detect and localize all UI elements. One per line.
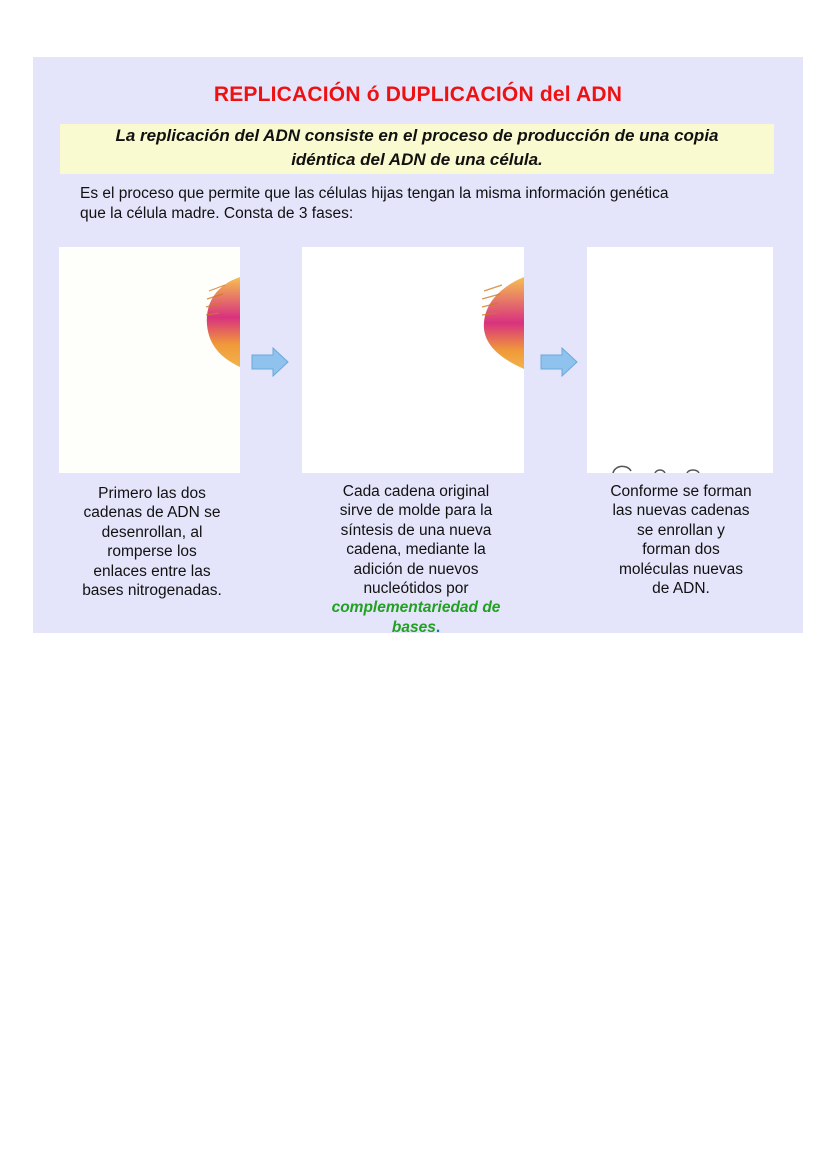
caption-period: .	[435, 618, 441, 636]
phase-1-illustration	[59, 247, 240, 473]
emphasis-text: bases	[391, 618, 436, 636]
caption-line: sirve de molde para la	[339, 502, 493, 520]
caption-line: adición de nuevos	[353, 560, 479, 578]
caption-line: bases nitrogenadas.	[82, 582, 222, 600]
caption-line: forman dos	[642, 541, 720, 559]
arrow-right-icon	[540, 347, 578, 377]
caption-line: nucleótidos por	[363, 580, 469, 598]
caption-line: cadenas de ADN se	[83, 504, 221, 522]
slide	[33, 57, 803, 636]
emphasis-text: complementariedad de	[331, 599, 501, 617]
definition-box	[60, 124, 774, 174]
phase-2-caption	[291, 482, 541, 637]
definition-line-1: La replicación del ADN consiste en el proceso de producción de una copia	[115, 126, 719, 145]
caption-line: síntesis de una nueva	[340, 521, 492, 539]
caption-line: se enrollan y	[637, 521, 725, 539]
page-title: REPLICACIÓN ó DUPLICACIÓN del ADN	[213, 83, 623, 106]
intro-line-1: Es el proceso que permite que las células hijas tengan la misma información genética	[80, 185, 669, 202]
caption-line: cadena, mediante la	[346, 541, 486, 559]
intro-line-2: que la célula madre. Consta de 3 fases:	[80, 205, 354, 222]
caption-line	[291, 618, 541, 637]
phase-3-illustration	[587, 247, 773, 473]
caption-line: Primero las dos	[98, 485, 206, 502]
caption-line: desenrollan, al	[101, 523, 203, 541]
phase-2-illustration	[302, 247, 524, 473]
intro-text	[80, 184, 770, 224]
dna-unwinding-icon	[59, 247, 240, 473]
phase-3-caption	[585, 482, 777, 598]
dna-template-icon	[302, 247, 524, 473]
caption-line: Conforme se forman	[610, 483, 752, 500]
dna-rewinding-icon	[587, 247, 773, 473]
phase-1-caption	[63, 484, 241, 600]
caption-line: moléculas nuevas	[618, 560, 744, 578]
definition-line-2: idéntica del ADN de una célula.	[291, 150, 543, 169]
caption-line: las nuevas cadenas	[612, 502, 750, 520]
caption-line: Cada cadena original	[342, 483, 490, 500]
caption-line: de ADN.	[652, 580, 710, 598]
caption-line: romperse los	[107, 543, 197, 561]
arrow-right-icon	[251, 347, 289, 377]
caption-line: enlaces entre las	[93, 562, 211, 580]
